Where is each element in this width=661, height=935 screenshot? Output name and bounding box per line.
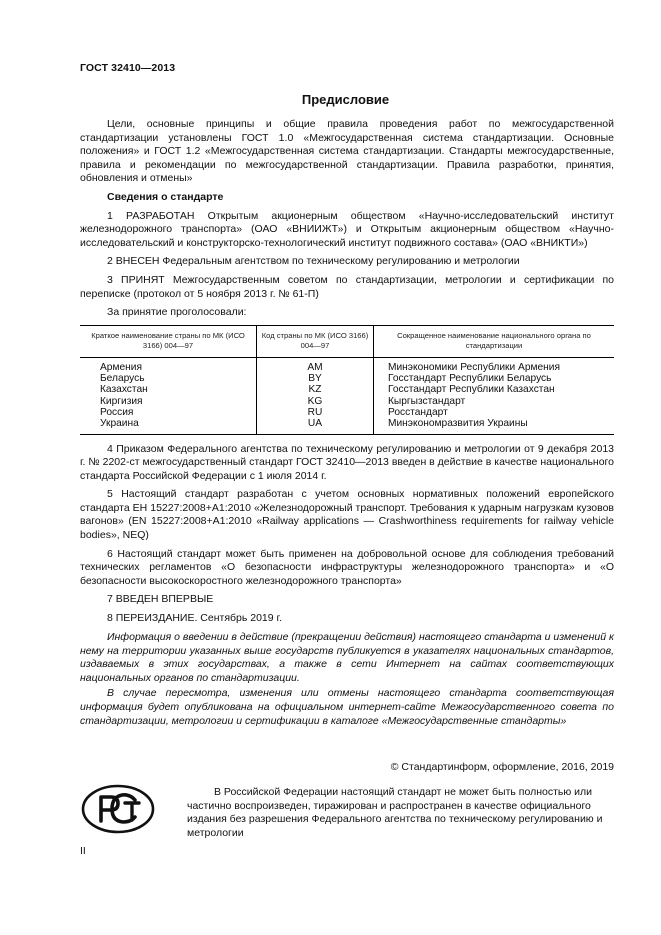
table-row <box>80 357 614 373</box>
item-8-paragraph: 8 ПЕРЕИЗДАНИЕ. Сентябрь 2019 г. <box>107 612 282 625</box>
table-cell-country: Киргизия <box>80 396 257 407</box>
item-1-paragraph: 1 РАЗРАБОТАН Открытым акционерным обществом «Научно-исследовательский институт железнодорожного транспорта» (ОАО «ВНИИЖТ») и Открытым акционерным обществом «Научно-исследовательский и конструкторско-технологический институт подвижного состава» (ОАО «ВНИКТИ») <box>80 209 614 249</box>
table-row <box>80 418 614 434</box>
table-cell-country: Россия <box>80 407 257 418</box>
table-header-body: Сокращенное наименование национального органа по стандартизации <box>374 325 615 357</box>
page-title: Предисловие <box>301 92 390 107</box>
preface-body <box>80 118 614 631</box>
item-2-paragraph: 2 ВНЕСЕН Федеральным агентством по техническому регулированию и метрологии <box>107 255 520 268</box>
table-cell-code: UA <box>257 418 374 434</box>
table-row <box>80 396 614 407</box>
table-cell-body: Росстандарт <box>388 406 448 418</box>
table-cell-code: BY <box>257 373 374 384</box>
item-4-paragraph: 4 Приказом Федерального агентства по техническому регулированию и метрологии от 9 декабря 2013 г. № 2202-ст межгосударственный стандарт ГОСТ 32410—2013 введен в действие в качестве национального стандарта Российской Федерации с 1 июля 2014 г. <box>80 442 614 482</box>
table-cell-code: AM <box>257 357 374 373</box>
copyright-line: © Стандартинформ, оформление, 2016, 2019 <box>390 761 614 773</box>
rst-emblem-icon <box>81 784 155 834</box>
table-row <box>80 373 614 384</box>
table-cell-code: RU <box>257 407 374 418</box>
table-cell-body: Минэкономразвития Украины <box>374 418 615 434</box>
info-paragraph-2: В случае пересмотра, изменения или отмены настоящего стандарта соответствующая информация будет опубликована на официальном интернет-сайте Межгосударственного совета по стандартизации, метрологии и сертификации в каталоге «Межгосударственные стандарты» <box>80 687 614 727</box>
table-cell-body: Кыргызстандарт <box>388 395 466 407</box>
item-3-paragraph: 3 ПРИНЯТ Межгосударственным советом по стандартизации, метрологии и сертификации по переписке (протокол от 5 ноября 2013 г. № 61-П) <box>80 273 614 300</box>
vote-label: За принятие проголосовали: <box>107 306 247 319</box>
info-paragraph-1: Информация о введении в действие (прекращении действия) настоящего стандарта и изменений к нему на территории указанных выше государств публикуется в указателях национальных стандартов, издаваемых в этих государствах, а также в сети Интернет на сайтах соответствующих национальных органов по стандартизации. <box>80 631 614 684</box>
reproduction-notice: В Российской Федерации настоящий стандарт не может быть полностью или частично воспроизведен, тиражирован и распространен в качестве официального издания без разрешения Федерального агентства по техническому регулированию и метрологии <box>187 786 603 839</box>
section-title: Сведения о стандарте <box>107 190 224 203</box>
table-cell-body: Госстандарт Республики Беларусь <box>388 373 552 385</box>
info-block <box>80 631 614 730</box>
table-header-row <box>80 325 614 357</box>
table-cell-body: Госстандарт Республики Казахстан <box>388 384 555 396</box>
table-cell-body: Минэкономики Республики Армения <box>388 361 560 373</box>
table-header-code: Код страны по МК (ИСО 3166) 004—97 <box>257 325 374 357</box>
intro-paragraph: Цели, основные принципы и общие правила проведения работ по межгосударственной стандартизации установлены ГОСТ 1.0 «Межгосударственная система стандартизации. Основные положения» и ГОСТ 1.2 «Межгосударственная система стандартизации. Стандарты межгосударственные, правила и рекомендации по межгосударственной стандартизации. Правила разработки, принятия, обновления и отмены» <box>80 118 614 185</box>
table-row <box>80 407 614 418</box>
table-cell-country: Украина <box>80 418 257 434</box>
table-cell-country: Армения <box>80 357 257 373</box>
standard-code-header: ГОСТ 32410—2013 <box>80 62 176 74</box>
table-cell-country: Казахстан <box>80 384 257 395</box>
item-7-paragraph: 7 ВВЕДЕН ВПЕРВЫЕ <box>107 593 214 606</box>
table-header-country: Краткое наименование страны по МК (ИСО 3166) 004—97 <box>80 325 257 357</box>
item-5-paragraph: 5 Настоящий стандарт разработан с учетом основных нормативных положений европейского стандарта ЕН 15227:2008+А1:2010 «Железнодорожный транспорт. Требования к ударным нагрузкам кузовов вагонов» (EN 15227:2008+A1:2010 «Railway applications — Crashworthiness requirements for railway vehicle bodies», NEQ) <box>80 488 614 542</box>
item-6-paragraph: 6 Настоящий стандарт может быть применен на добровольной основе для соблюдения требований технических регламентов «О безопасности инфраструктуры железнодорожного транспорта» и «О безопасности высокоскоростного железнодорожного транспорта» <box>80 547 614 587</box>
table-cell-code: KG <box>257 396 374 407</box>
table-cell-country: Беларусь <box>80 373 257 384</box>
page-number: II <box>80 845 86 857</box>
voting-table <box>80 325 614 435</box>
table-cell-code: KZ <box>257 384 374 395</box>
table-row <box>80 384 614 395</box>
